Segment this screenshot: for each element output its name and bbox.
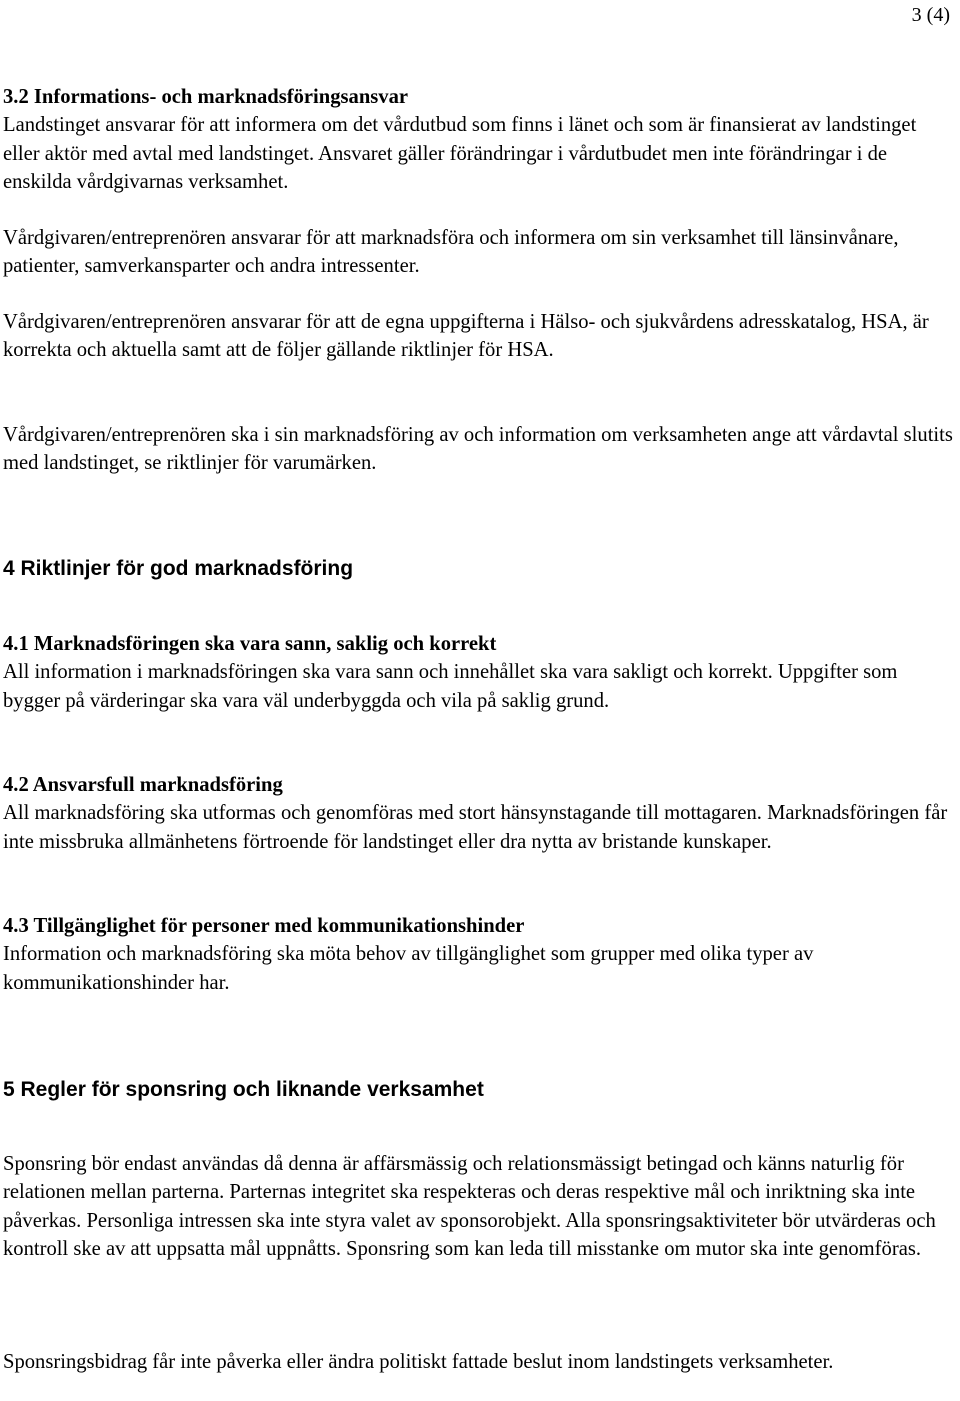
subsection-4-1 bbox=[3, 630, 953, 715]
paragraph: All information i marknadsföringen ska vara sann och innehållet ska vara sakligt och korrekt. Uppgifter som bygger på värderingar ska vara väl underbyggda och vila på saklig grund. bbox=[3, 661, 898, 712]
paragraph-block bbox=[3, 1348, 953, 1376]
paragraph-block bbox=[3, 1150, 953, 1264]
paragraph: Vårdgivaren/entreprenören ansvarar för att marknadsföra och informera om sin verksamhet till länsinvånare, patienter, samverkansparter och andra intressenter. bbox=[3, 227, 899, 278]
section-3-2 bbox=[3, 83, 953, 197]
section-5-heading: 5 Regler för sponsring och liknande verksamhet bbox=[3, 1078, 484, 1101]
paragraph: Vårdgivaren/entreprenören ansvarar för att de egna uppgifterna i Hälso- och sjukvårdens adresskatalog, HSA, är korrekta och aktuella samt att de följer gällande riktlinjer för HSA. bbox=[3, 311, 929, 362]
section-heading: 3.2 Informations- och marknadsföringsansvar bbox=[3, 86, 409, 108]
paragraph: Vårdgivaren/entreprenören ska i sin marknadsföring av och information om verksamheten ange att vårdavtal slutits med landstinget, se riktlinjer för varumärken. bbox=[3, 424, 953, 475]
subsection-heading: 4.3 Tillgänglighet för personer med kommunikationshinder bbox=[3, 915, 525, 937]
paragraph: Landstinget ansvarar för att informera om det vårdutbud som finns i länet och som är finansierat av landstinget eller aktör med avtal med landstinget. Ansvaret gäller förändringar i vårdutbudet men inte förändringar i de enskilda vårdgivarnas verksamhet. bbox=[3, 114, 917, 194]
paragraph: Sponsring bör endast användas då denna är affärsmässig och relationsmässigt betingad och känns naturlig för relationen mellan parterna. Parternas integritet ska respekteras och deras respektive mål och inriktning ska inte påverkas. Personliga intressen ska inte styra valet av sponsorobjekt. Alla sponsringsaktiviteter bör utvärderas och kontroll ske av att uppsatta mål uppnåtts. Sponsring som kan leda till misstanke om mutor ska inte genomföras. bbox=[3, 1153, 936, 1261]
paragraph-block bbox=[3, 308, 953, 365]
paragraph: Information och marknadsföring ska möta behov av tillgänglighet som grupper med olika typer av kommunikationshinder har. bbox=[3, 943, 814, 994]
subsection-heading: 4.1 Marknadsföringen ska vara sann, saklig och korrekt bbox=[3, 633, 497, 655]
subsection-4-2 bbox=[3, 771, 953, 856]
subsection-heading: 4.2 Ansvarsfull marknadsföring bbox=[3, 774, 283, 796]
subsection-4-3 bbox=[3, 912, 953, 997]
paragraph-block bbox=[3, 421, 953, 478]
paragraph: All marknadsföring ska utformas och genomföras med stort hänsynstagande till mottagaren. Marknadsföringen får inte missbruka allmänhetens förtroende för landstinget eller dra nytta av bristande kunskaper. bbox=[3, 802, 948, 853]
page-number: 3 (4) bbox=[911, 4, 950, 26]
paragraph: Sponsringsbidrag får inte påverka eller ändra politiskt fattade beslut inom landstingets verksamheter. bbox=[3, 1351, 834, 1373]
section-4-heading: 4 Riktlinjer för god marknadsföring bbox=[3, 557, 354, 580]
paragraph-block bbox=[3, 224, 953, 281]
